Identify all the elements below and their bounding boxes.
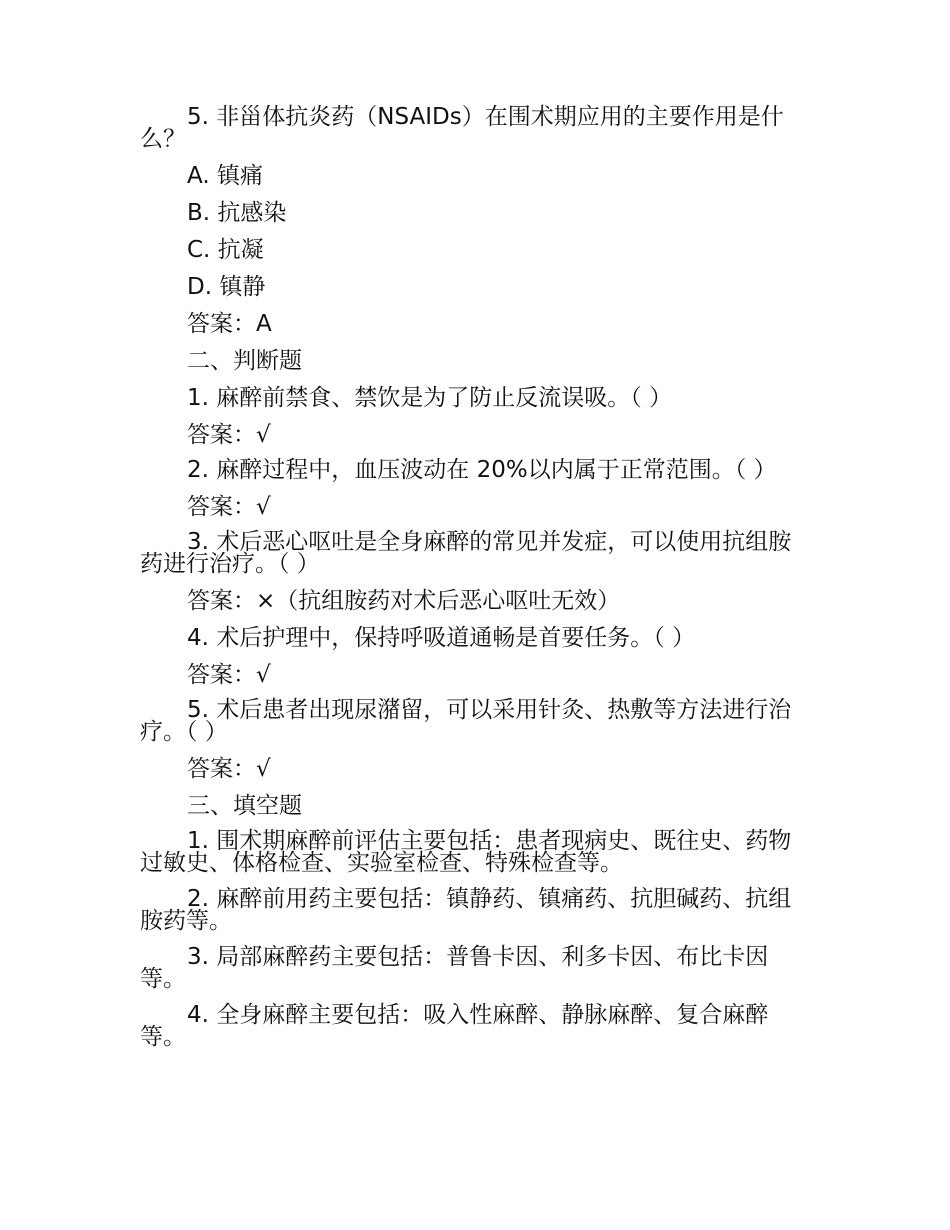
option-a: A. 镇痛: [187, 163, 263, 189]
true-false-question: 3. 术后恶心呕吐是全身麻醉的常见并发症，可以使用抗组胺药进行治疗。（ ）: [140, 529, 792, 577]
answer-text: 答案：√: [187, 422, 271, 448]
true-false-question: 1. 麻醉前禁食、禁饮是为了防止反流误吸。（ ）: [187, 385, 673, 411]
true-false-question: 4. 术后护理中，保持呼吸道通畅是首要任务。（ ）: [187, 625, 696, 651]
option-d: D. 镇静: [187, 274, 266, 300]
true-false-question: 2. 麻醉过程中，血压波动在 20%以内属于正常范围。（ ）: [187, 457, 777, 483]
answer-text: 答案：√: [187, 662, 271, 688]
answer-text: 答案：×（抗组胺药对术后恶心呕吐无效）: [187, 588, 621, 614]
answer-text: 答案：√: [187, 756, 271, 782]
section-heading: 三、填空题: [187, 793, 302, 819]
fill-blank-question: 3. 局部麻醉药主要包括：普鲁卡因、利多卡因、布比卡因等。: [140, 944, 769, 992]
option-c: C. 抗凝: [187, 237, 264, 263]
answer-text: 答案：A: [187, 311, 272, 337]
option-b: B. 抗感染: [187, 200, 287, 226]
fill-blank-question: 4. 全身麻醉主要包括：吸入性麻醉、静脉麻醉、复合麻醉等。: [140, 1002, 769, 1050]
question-text: 5. 非甾体抗炎药（NSAIDs）在围术期应用的主要作用是什么？: [140, 104, 784, 152]
document-body: [140, 106, 812, 1062]
fill-blank-question: 1. 围术期麻醉前评估主要包括：患者现病史、既往史、药物过敏史、体格检查、实验室检查、特殊检查等。: [140, 828, 792, 876]
section-heading: 二、判断题: [187, 348, 302, 374]
fill-blank-question: 2. 麻醉前用药主要包括：镇静药、镇痛药、抗胆碱药、抗组胺药等。: [140, 886, 792, 934]
answer-text: 答案：√: [187, 494, 271, 520]
true-false-question: 5. 术后患者出现尿潴留，可以采用针灸、热敷等方法进行治疗。（ ）: [140, 697, 792, 745]
